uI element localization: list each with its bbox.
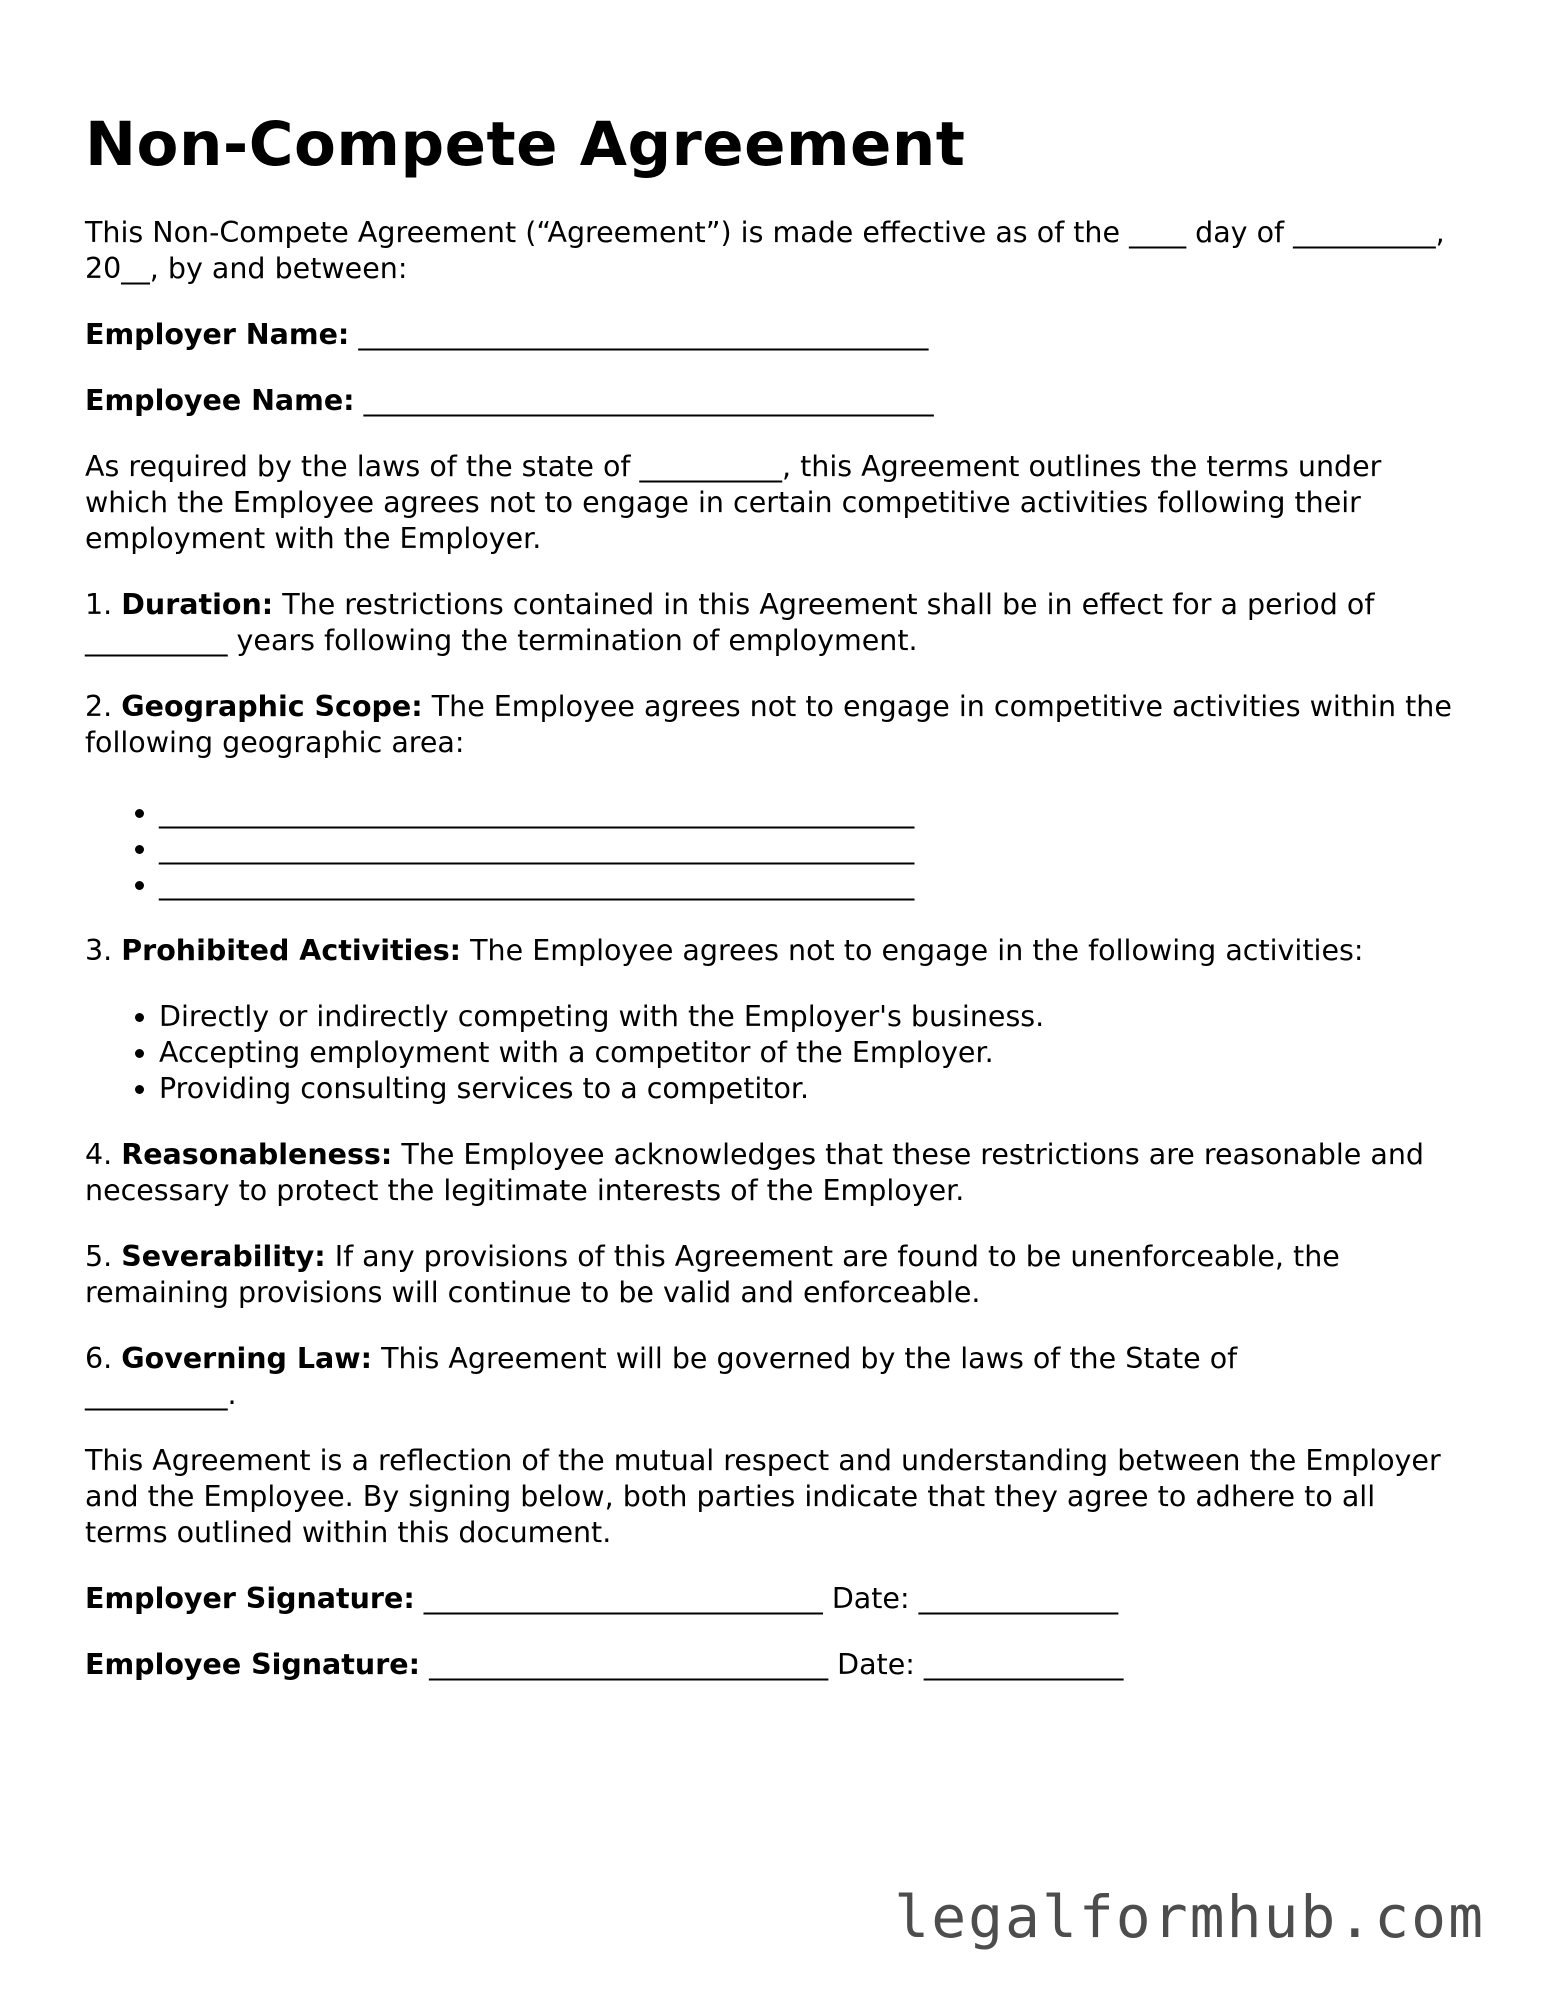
section-text: The Employee agrees not to engage in competitive activities within the following geographic area:	[85, 690, 1452, 759]
section-heading: Geographic Scope:	[121, 690, 423, 723]
employee-signature-field	[85, 1647, 1465, 1683]
section-number: 1.	[85, 588, 113, 621]
list-item: • Accepting employment with a competitor of the Employer.	[159, 1035, 1465, 1071]
section-reasonableness	[85, 1137, 1465, 1209]
geographic-area-list	[85, 795, 1465, 903]
employer-signature-field	[85, 1581, 1465, 1617]
section-text: If any provisions of this Agreement are found to be unenforceable, the remaining provisions will continue to be valid and enforceable.	[85, 1240, 1340, 1309]
employee-name-field	[85, 383, 1465, 419]
section-severability	[85, 1239, 1465, 1311]
employee-name-blank[interactable]: ________________________________________	[363, 384, 934, 417]
list-item: • Directly or indirectly competing with the Employer's business.	[159, 999, 1465, 1035]
section-heading: Reasonableness:	[121, 1138, 393, 1171]
document-page	[85, 100, 1465, 1713]
section-governing-law	[85, 1341, 1315, 1413]
section-text: The Employee agrees not to engage in the following activities:	[470, 934, 1364, 967]
intro-paragraph	[85, 215, 1465, 287]
section-heading: Duration:	[121, 588, 274, 621]
document-title: Non-Compete Agreement	[85, 109, 966, 180]
section-heading: Severability:	[121, 1240, 326, 1273]
employer-date-blank[interactable]: ______________	[918, 1582, 1119, 1615]
watermark-logo: legalformhub.com	[894, 1883, 1485, 1951]
employer-signature-blank[interactable]: ____________________________	[423, 1582, 823, 1615]
geographic-area-blank[interactable]: • _____________________________________________________	[159, 831, 1465, 867]
state-paragraph: As required by the laws of the state of __________, this Agreement outlines the terms under which the Employee agrees not to engage in certain competitive activities following their employment with the Employer.	[85, 450, 1382, 555]
section-geographic-scope	[85, 689, 1465, 761]
section-number: 5.	[85, 1240, 113, 1273]
section-number: 3.	[85, 934, 113, 967]
section-heading: Prohibited Activities:	[121, 934, 462, 967]
employer-name-label: Employer Name:	[85, 318, 350, 351]
employee-name-label: Employee Name:	[85, 384, 355, 417]
employee-signature-label: Employee Signature:	[85, 1648, 420, 1681]
closing-paragraph: This Agreement is a reflection of the mutual respect and understanding between the Employer and the Employee. By signing below, both parties indicate that they agree to adhere to all terms outlined within this document.	[85, 1444, 1441, 1549]
geographic-area-blank[interactable]: • _____________________________________________________	[159, 867, 1465, 903]
employer-signature-label: Employer Signature:	[85, 1582, 415, 1615]
employee-date-blank[interactable]: ______________	[923, 1648, 1124, 1681]
section-number: 6.	[85, 1342, 113, 1375]
section-prohibited-activities	[85, 933, 1465, 969]
employee-signature-blank[interactable]: ____________________________	[429, 1648, 829, 1681]
geographic-area-blank[interactable]: • _____________________________________________________	[159, 795, 1465, 831]
section-text: This Agreement will be governed by the laws of the State of __________.	[85, 1342, 1238, 1411]
section-number: 4.	[85, 1138, 113, 1171]
section-duration	[85, 587, 1465, 659]
employer-name-field	[85, 317, 1465, 353]
prohibited-activities-list	[85, 999, 1465, 1107]
section-number: 2.	[85, 690, 113, 723]
section-text: The restrictions contained in this Agreement shall be in effect for a period of __________ years following the termination of employment.	[85, 588, 1375, 657]
section-text: The Employee acknowledges that these restrictions are reasonable and necessary to protect the legitimate interests of the Employer.	[85, 1138, 1425, 1207]
employer-date-label: Date:	[831, 1582, 910, 1615]
section-heading: Governing Law:	[121, 1342, 372, 1375]
intro-text: This Non-Compete Agreement (“Agreement”) is made effective as of the ____ day of __________, 20__, by and between:	[85, 216, 1445, 285]
employer-name-blank[interactable]: ________________________________________	[358, 318, 929, 351]
list-item: • Providing consulting services to a competitor.	[159, 1071, 1465, 1107]
employee-date-label: Date:	[837, 1648, 915, 1681]
